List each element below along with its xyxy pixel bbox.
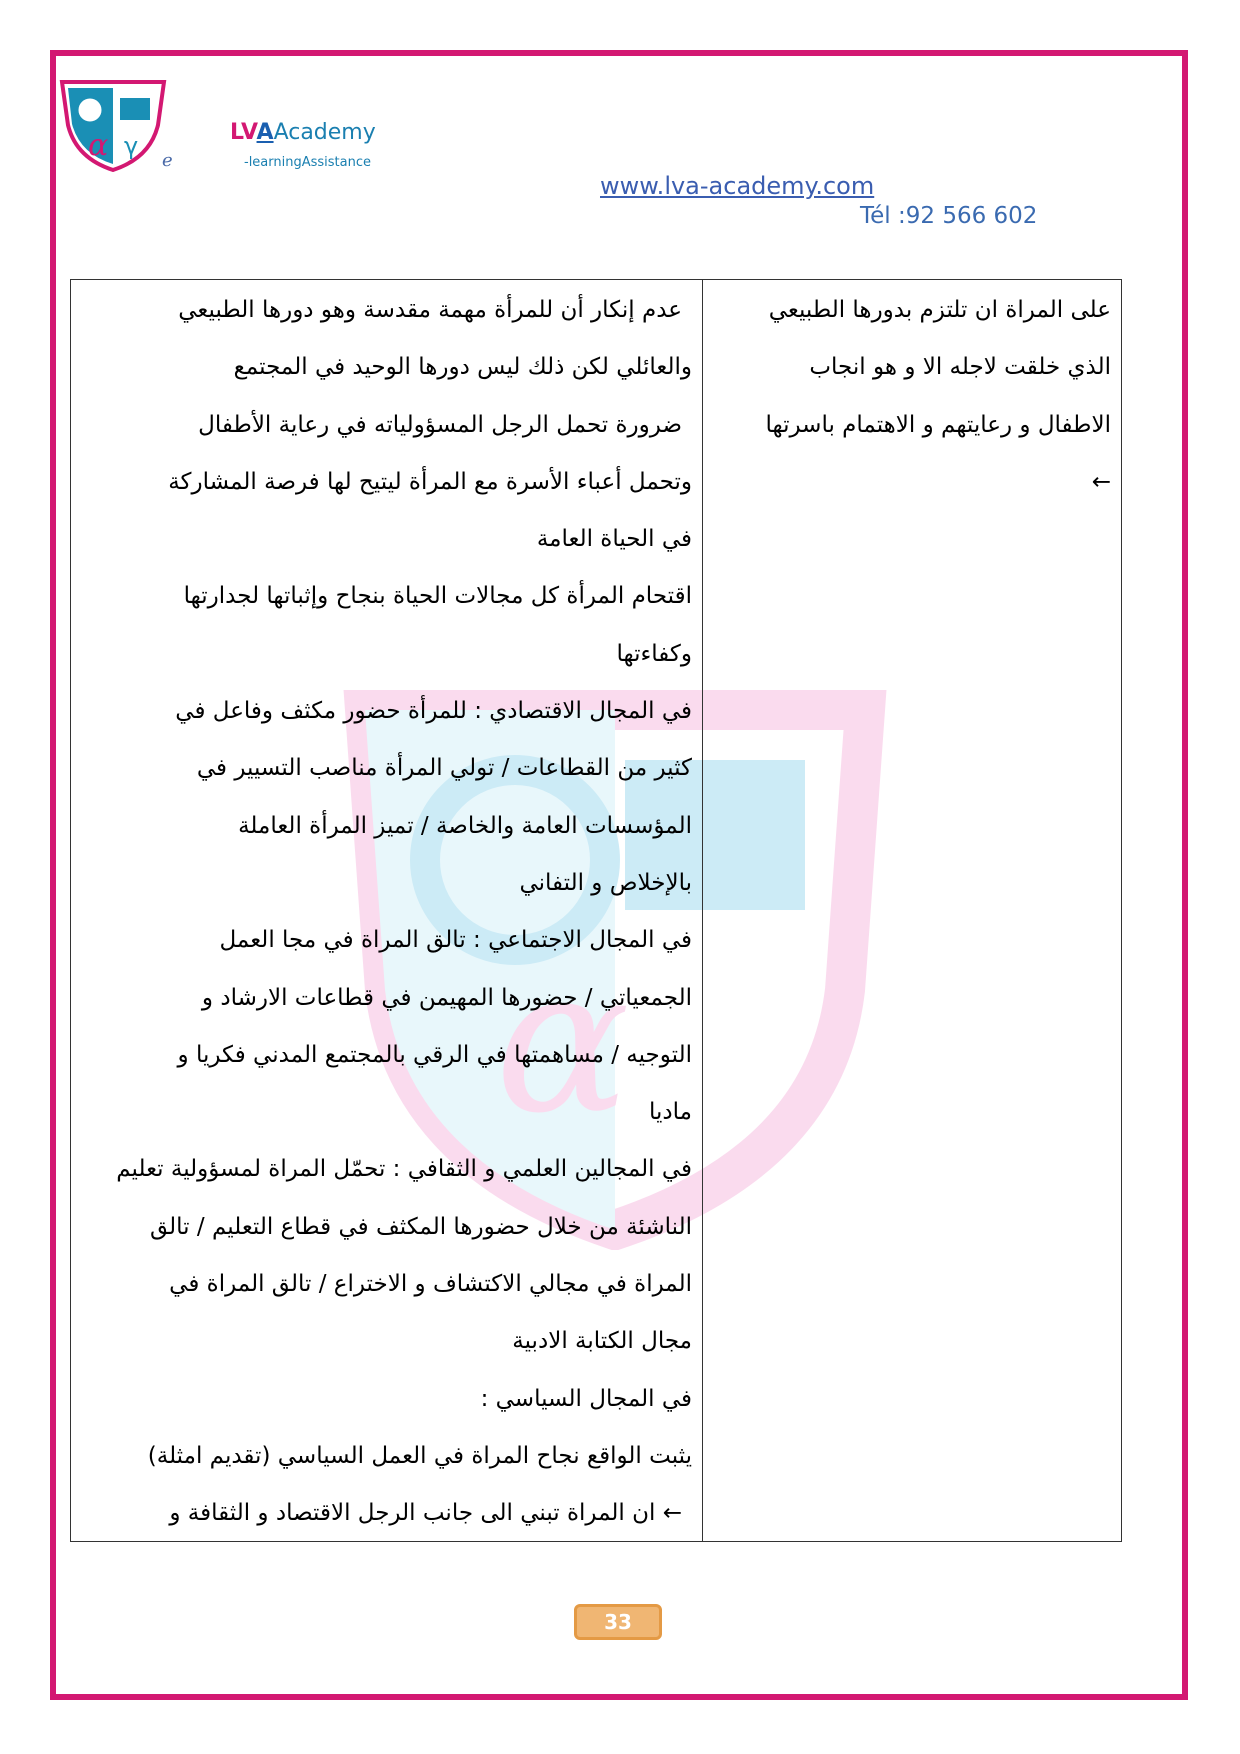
details-line: في المجال الاجتماعي : تالق المراة في مجا العمل	[219, 927, 692, 954]
phone-number: Tél :92 566 602	[860, 203, 1038, 229]
details-line: وكفاءتها	[616, 640, 692, 667]
table-column-details	[71, 280, 703, 1541]
details-line: اقتحام المرأة كل مجالات الحياة بنجاح وإثباتها لجدارتها	[183, 583, 692, 610]
content-table	[70, 279, 1122, 1542]
idea-line: الاطفال و رعايتهم و الاهتمام باسرتها	[765, 411, 1111, 438]
details-line: التوجيه / مساهمتها في الرقي بالمجتمع المدني فكريا و	[177, 1041, 692, 1068]
details-line: بالإخلاص و التفاني	[519, 869, 692, 896]
website-link[interactable]: www.lva-academy.com	[600, 172, 875, 200]
details-line: يثبت الواقع نجاح المراة في العمل السياسي (تقديم امثلة)	[147, 1442, 692, 1469]
svg-text:α: α	[88, 128, 109, 163]
idea-text	[711, 282, 1111, 511]
svg-text:α: α	[495, 925, 631, 1158]
details-line: كثير من القطاعات / تولي المرأة مناصب التسيير في	[196, 755, 692, 782]
academy-logo-icon	[58, 80, 168, 172]
idea-line: الذي خلقت لاجله الا و هو انجاب	[809, 354, 1111, 381]
details-line: في المجال الاقتصادي : للمرأة حضور مكثف وفاعل في	[175, 698, 692, 725]
table-column-idea	[703, 280, 1121, 1541]
details-line: الناشئة من خلال حضورها المكثف في قطاع التعليم / تالق	[149, 1213, 692, 1240]
details-line: المؤسسات العامة والخاصة / تميز المرأة العاملة	[238, 812, 692, 839]
brand-academy: Academy	[273, 120, 376, 145]
idea-line: على المراة ان تلتزم بدورها الطبيعي	[768, 297, 1111, 323]
details-text	[82, 282, 692, 1543]
details-line: ماديا	[649, 1099, 692, 1126]
details-line: في الحياة العامة	[536, 526, 692, 553]
page-number-badge: 33	[574, 1604, 662, 1640]
brand-name	[230, 120, 376, 145]
details-line: في المجالين العلمي و الثقافي : تحمّل المراة لمسؤولية تعليم	[116, 1156, 692, 1183]
logo-e-mark: e	[162, 150, 173, 171]
details-line: مجال الكتابة الادبية	[512, 1328, 692, 1355]
details-line: ← ان المراة تبني الى جانب الرجل الاقتصاد و الثقافة و	[169, 1500, 682, 1527]
details-line: والعائلي لكن ذلك ليس دورها الوحيد في المجتمع	[233, 354, 692, 381]
svg-text:γ: γ	[124, 132, 139, 160]
details-line: في المجال السياسي :	[480, 1385, 692, 1412]
brand-tagline: -learningAssistance	[244, 155, 371, 170]
details-line: وتحمل أعباء الأسرة مع المرأة ليتيح لها فرصة المشاركة	[168, 468, 692, 495]
details-line: الجمعياتي / حضورها المهيمن في قطاعات الارشاد و	[201, 984, 692, 1011]
brand-a: A	[256, 120, 274, 145]
idea-line: ←	[1091, 468, 1111, 495]
details-line: ضرورة تحمل الرجل المسؤولياته في رعاية الأطفال	[198, 411, 682, 438]
details-line: عدم إنكار أن للمرأة مهمة مقدسة وهو دورها الطبيعي	[178, 297, 682, 323]
brand-lv: LV	[230, 120, 257, 145]
details-line: المراة في مجالي الاكتشاف و الاختراع / تالق المراة في	[169, 1271, 692, 1298]
